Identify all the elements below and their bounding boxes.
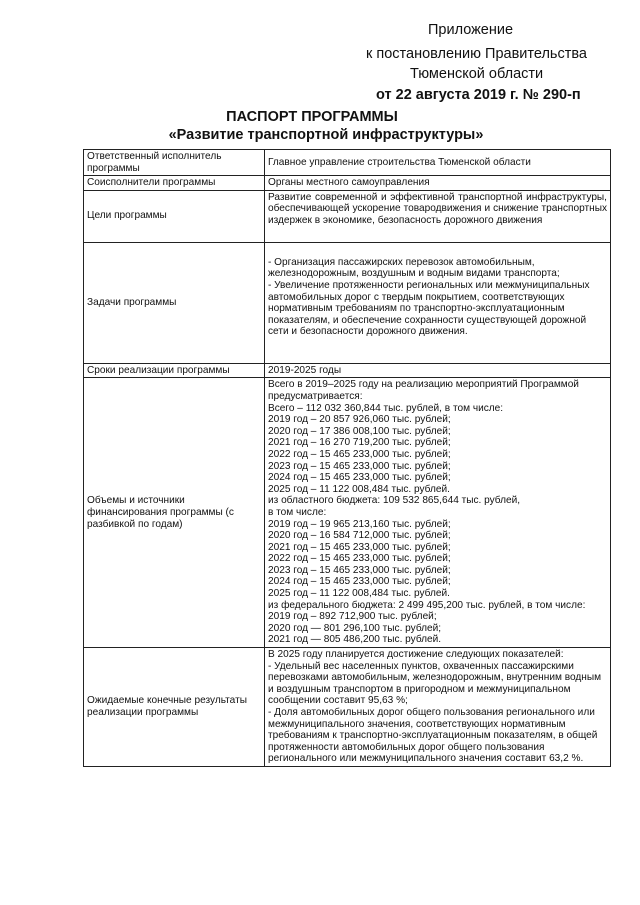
region-name: Тюменской области [410, 66, 544, 82]
finance-year-line: 2023 год – 15 465 233,000 тыс. рублей; [268, 564, 451, 576]
results-item: - Доля автомобильных дорог общего пользования регионального или межмуниципального значения, соответствующих нормативным требованиям к транспортно-эксплуатационным показателям, в общей протяженности автомобильных дорог общего пользования регионального или межмуниципального значения составит 63,2 %. [268, 707, 598, 765]
finance-year-line: 2019 год – 892 712,900 тыс. рублей; [268, 611, 437, 623]
table-row [84, 190, 611, 242]
finance-year-line: 2020 год – 16 584 712,000 тыс. рублей; [268, 530, 451, 542]
row-label-responsible: Ответственный исполнитель программы [84, 150, 265, 176]
results-item: - Удельный вес населенных пунктов, охваченных пассажирскими перевозками автомобильным, железнодорожным, внутренним водным и воздушным транспортом в пригородном и межмуниципальном сообщении составит 95,63 %; [268, 660, 602, 707]
row-label-results: Ожидаемые конечные результаты реализации программы [84, 648, 265, 767]
table-row [84, 150, 611, 176]
row-value-terms: 2019-2025 годы [265, 363, 611, 378]
finance-total: Всего – 112 032 360,844 тыс. рублей, в том числе: [268, 402, 504, 414]
row-value-results [265, 648, 611, 767]
task-item: - Увеличение протяженности региональных или межмуниципальных автомобильных дорог с твердым покрытием, соответствующих нормативным требованиям по транспортно-эксплуатационным показателям, и обеспечение сохранности существующей дорожной сети и безопасности дорожного движения. [268, 279, 590, 338]
row-value-goals: Развитие современной и эффективной транспортной инфраструктуры, обеспечивающей ускорение товародвижения и снижение транспортных издержек в экономике, безопасность дорожного движения [265, 190, 611, 242]
finance-year-line: 2022 год – 15 465 233,000 тыс. рублей; [268, 553, 451, 565]
task-item: - Организация пассажирских перевозок автомобильным, железнодорожным, воздушным и водным видами транспорта; [268, 256, 560, 280]
finance-regional: из областного бюджета: 109 532 865,644 тыс. рублей, [268, 495, 521, 507]
resolution-date-number: от 22 августа 2019 г. № 290-п [376, 87, 581, 103]
program-passport-table [83, 149, 611, 767]
table-row [84, 378, 611, 648]
row-label-tasks: Задачи программы [84, 242, 265, 363]
finance-year-line: 2019 год – 20 857 926,060 тыс. рублей; [268, 414, 451, 426]
finance-intro: Всего в 2019–2025 году на реализацию мероприятий Программой предусматривается: [268, 379, 579, 402]
program-name: «Развитие транспортной инфраструктуры» [168, 127, 484, 143]
finance-regional-sub: в том числе: [268, 506, 327, 518]
finance-year-line: 2023 год – 15 465 233,000 тыс. рублей; [268, 460, 451, 472]
document-title: ПАСПОРТ ПРОГРАММЫ [226, 109, 398, 125]
resolution-reference: к постановлению Правительства [366, 46, 587, 62]
row-label-terms: Сроки реализации программы [84, 363, 265, 378]
finance-federal: из федерального бюджета: 2 499 495,200 тыс. рублей, в том числе: [268, 599, 586, 611]
finance-year-line: 2020 год — 801 296,100 тыс. рублей; [268, 622, 442, 634]
finance-year-line: 2025 год – 11 122 008,484 тыс. рублей. [268, 588, 450, 600]
row-value-finance [265, 378, 611, 648]
finance-year-line: 2021 год – 16 270 719,200 тыс. рублей; [268, 437, 451, 449]
row-value-tasks [265, 242, 611, 363]
table-row [84, 648, 611, 767]
finance-year-line: 2024 год – 15 465 233,000 тыс. рублей; [268, 576, 451, 588]
finance-year-line: 2024 год – 15 465 233,000 тыс. рублей; [268, 472, 451, 484]
row-label-finance: Объемы и источники финансирования программы (с разбивкой по годам) [84, 378, 265, 648]
finance-year-line: 2025 год – 11 122 008,484 тыс. рублей. [268, 483, 450, 495]
finance-year-line: 2020 год – 17 386 008,100 тыс. рублей; [268, 425, 451, 437]
finance-year-line: 2022 год – 15 465 233,000 тыс. рублей; [268, 448, 451, 460]
row-label-coexecutors: Соисполнители программы [84, 176, 265, 191]
row-label-goals: Цели программы [84, 190, 265, 242]
finance-year-line: 2021 год – 15 465 233,000 тыс. рублей; [268, 541, 451, 553]
row-value-responsible: Главное управление строительства Тюменской области [265, 150, 611, 176]
row-value-coexecutors: Органы местного самоуправления [265, 176, 611, 191]
table-row [84, 242, 611, 363]
finance-year-line: 2019 год – 19 965 213,160 тыс. рублей; [268, 518, 451, 530]
appendix-label: Приложение [428, 22, 514, 38]
table-row [84, 363, 611, 378]
finance-year-line: 2021 год — 805 486,200 тыс. рублей. [268, 634, 442, 646]
table-row [84, 176, 611, 191]
results-intro: В 2025 году планируется достижение следующих показателей: [268, 649, 564, 661]
